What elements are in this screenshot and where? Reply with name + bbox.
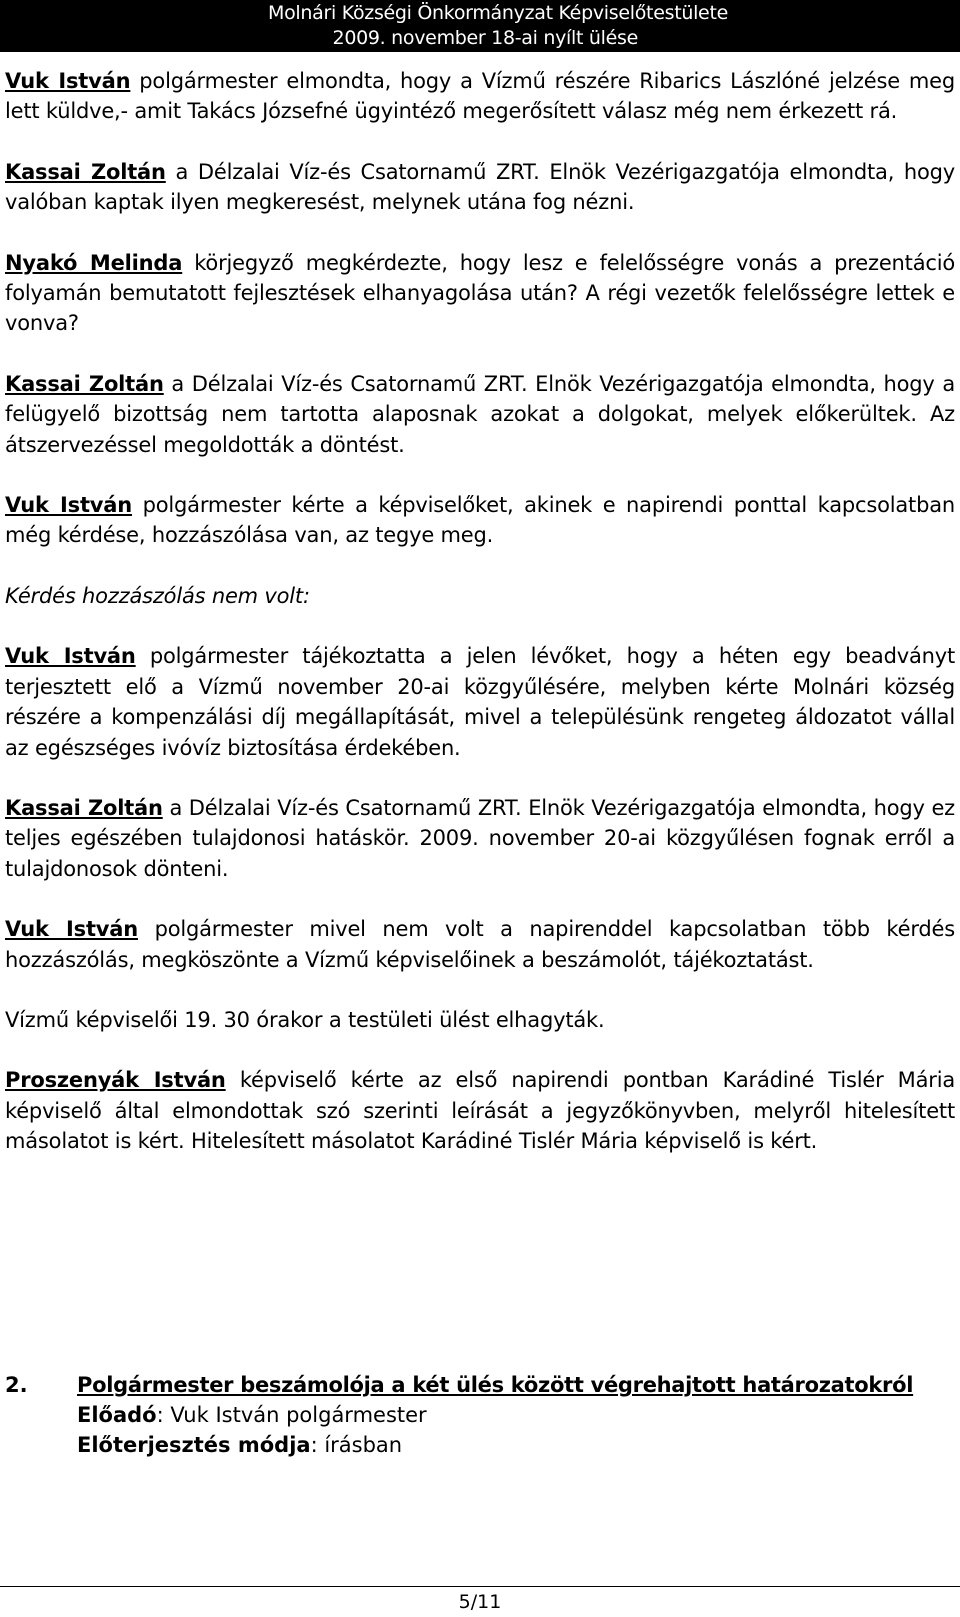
page-header [0,0,960,52]
page-number: 5/11 [458,1591,502,1613]
agenda-mode [77,1430,957,1460]
paragraph-text: körjegyző megkérdezte, hogy lesz e felelősségre vonás a prezentáció folyamán bemutatott fejlesztések elhanyagolása után? A régi vezetők felelősségre lettek e vonva? [5,250,955,336]
paragraph-text: polgármester mivel nem volt a napirenddel kapcsolatban több kérdés hozzászólás, megköszönte a Vízmű képviselőinek a beszámolót, tájékoztatást. [5,917,955,972]
paragraph-note [5,581,955,611]
presenter-label: Előadó [77,1403,157,1427]
paragraph-text: a Délzalai Víz-és Csatornamű ZRT. Elnök Vezérigazgatója elmondta, hogy valóban kaptak ilyen megkeresést, melynek utána fog nézni. [5,159,955,215]
paragraph [5,641,955,763]
paragraph [5,1065,955,1156]
header-subtitle: 2009. november 18-ai nyílt ülése [332,27,638,49]
speaker-name: Kassai Zoltán [5,371,164,396]
agenda-number: 2. [5,1373,28,1397]
presenter-value: : Vuk István polgármester [156,1403,427,1427]
speaker-name: Nyakó Melinda [5,250,183,275]
agenda-title: Polgármester beszámolója a két ülés között végrehajtott határozatokról [77,1373,914,1397]
speaker-name: Vuk István [5,644,136,669]
agenda-body [77,1370,957,1460]
paragraph [5,157,955,218]
mode-label: Előterjesztés módja [77,1433,311,1457]
footer-divider [0,1586,960,1587]
paragraph [5,793,955,884]
document-body [5,66,955,1187]
paragraph-text: képviselő kérte az első napirendi pontban Karádiné Tislér Mária képviselő által elmondottak szó szerinti leírását a jegyzőkönyvben, melyről hitelesített másolatot is kért. Hitelesített másolatot Karádiné Tislér Mária képviselő is kért. [5,1068,955,1154]
paragraph-text: polgármester kérte a képviselőket, akinek e napirendi ponttal kapcsolatban még kérdése, hozzászólása van, az tegye meg. [5,493,955,548]
speaker-name: Vuk István [5,69,131,93]
speaker-name: Vuk István [5,493,133,518]
paragraph [5,490,955,551]
agenda-presenter [77,1400,957,1430]
paragraph-text: polgármester elmondta, hogy a Vízmű részére Ribarics Lászlóné jelzése meg lett küldve,- amit Takács Józsefné ügyintéző megerősített válasz még nem érkezett rá. [5,69,955,124]
header-title: Molnári Községi Önkormányzat Képviselőtestülete [268,2,728,24]
speaker-name: Kassai Zoltán [5,159,166,184]
speaker-name: Proszenyák István [5,1068,226,1093]
paragraph-text: Kérdés hozzászólás nem volt: [5,583,310,608]
paragraph [5,66,955,127]
paragraph [5,248,955,339]
paragraph-text: polgármester tájékoztatta a jelen lévőket, hogy a héten egy beadványt terjesztett elő a Vízmű november 20-ai közgyűlésére, melyben kérte Molnári község részére a kompenzálási díj megállapítását, mivel a településünk rengeteg áldozatot vállal az egészséges ivóvíz biztosítása érdekében. [5,644,955,760]
paragraph [5,1005,955,1035]
paragraph-text: a Délzalai Víz-és Csatornamű ZRT. Elnök Vezérigazgatója elmondta, hogy ez teljes egészében tulajdonosi hatáskör. 2009. november 20-ai közgyűlésen fognak erről a tulajdonosok dönteni. [5,795,955,881]
paragraph [5,914,955,975]
speaker-name: Kassai Zoltán [5,795,163,820]
paragraph [5,369,955,460]
paragraph-text: a Délzalai Víz-és Csatornamű ZRT. Elnök Vezérigazgatója elmondta, hogy a felügyelő bizottság nem tartotta alaposnak azokat a dolgokat, melyek előkerültek. Az átszervezéssel megoldották a döntést. [5,371,955,457]
speaker-name: Vuk István [5,917,138,942]
paragraph-text: Vízmű képviselői 19. 30 órakor a testületi ülést elhagyták. [5,1007,605,1032]
mode-value: : írásban [310,1433,403,1457]
